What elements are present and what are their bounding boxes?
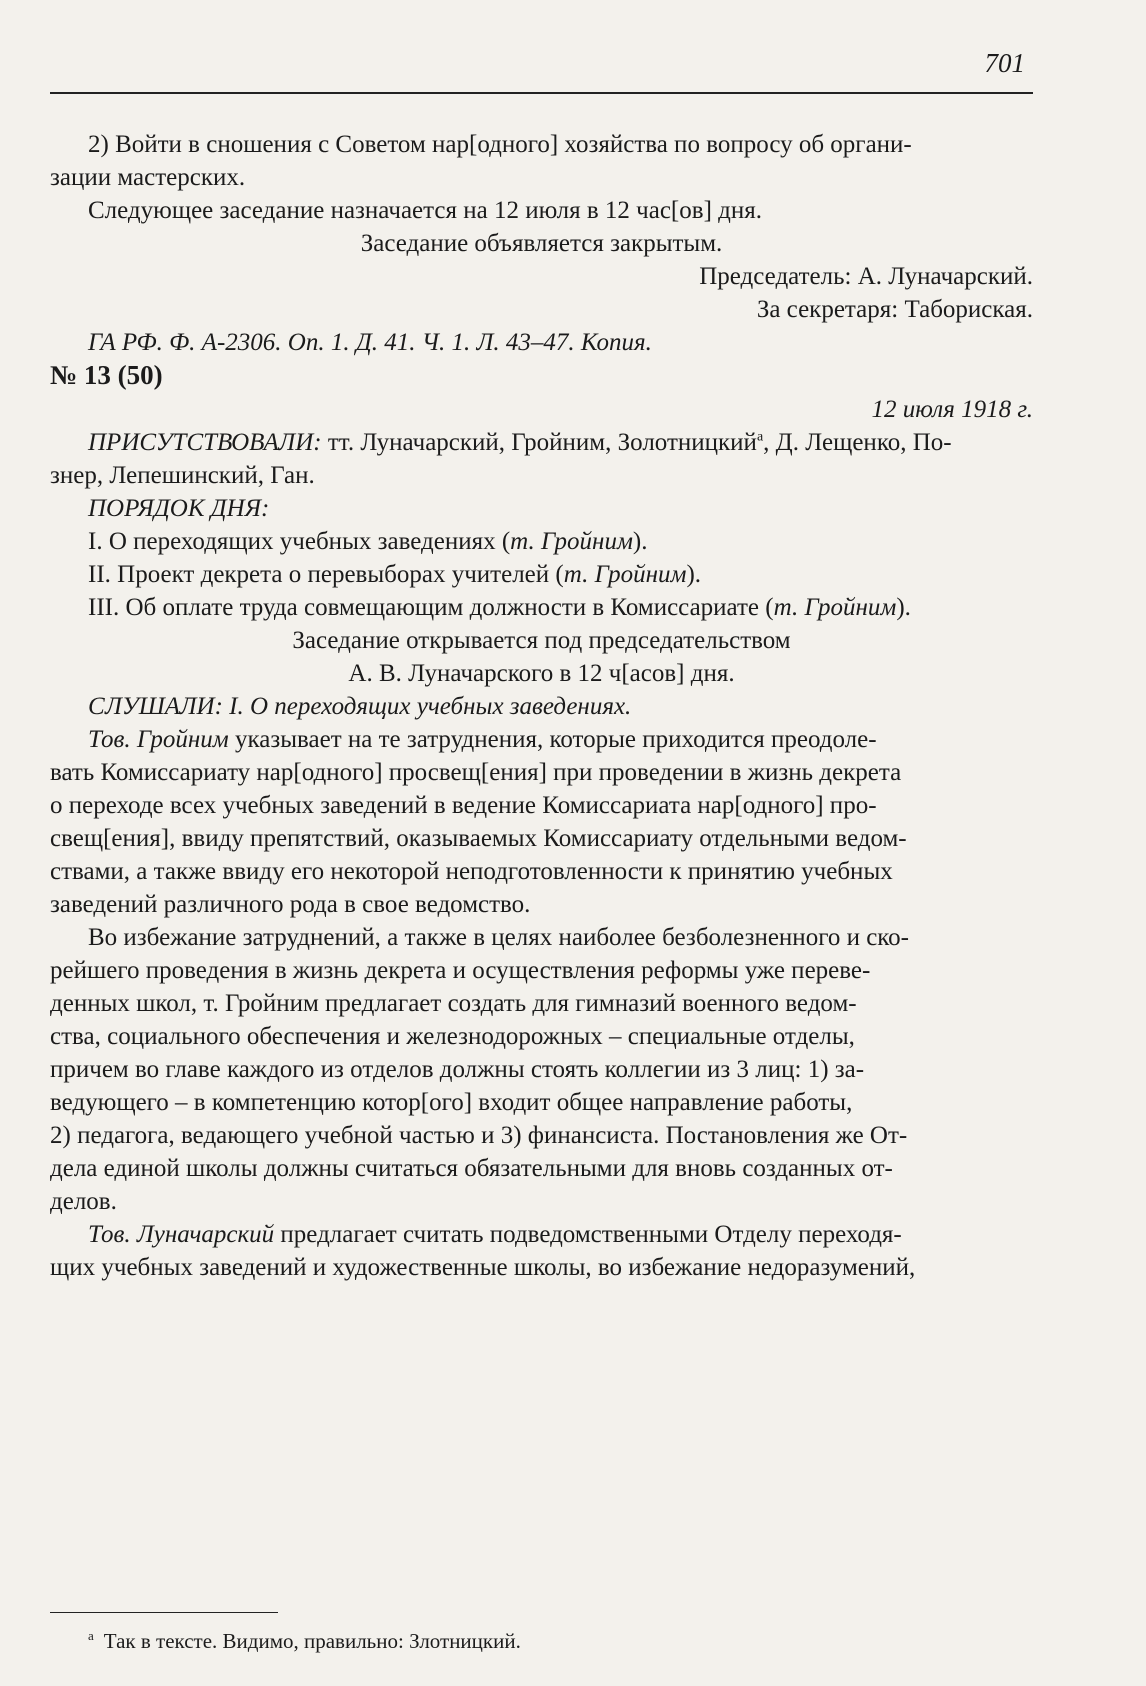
document-number-line [50,359,1033,393]
agenda-item-end: ). [896,594,911,621]
paragraph-3-line-2: щих учебных заведений и художественные школы, во избежание недоразумений, [50,1254,916,1281]
agenda-item-text: III. Об оплате труда совмещающим должности в Комиссариате ( [88,594,774,621]
footnote-mark: а [88,1628,94,1643]
speaker-lunacharsky: Тов. Луначарский [88,1221,275,1248]
document-number: № 13 (50) [50,360,163,390]
archive-reference: ГА РФ. Ф. А-2306. Оп. 1. Д. 41. Ч. 1. Л. 43–47. Копия. [88,329,652,356]
page-body [50,128,1033,1284]
paragraph-1-line-5: ствами, а также ввиду его некоторой неподготовленности к принятию учебных [50,858,893,885]
present-names-b: , Д. Лещенко, По- [763,429,952,456]
present-line-1 [50,426,1033,459]
agenda-item-speaker: т. Гройним [563,561,687,588]
item-2-line-2: зации мастерских. [50,164,246,191]
agenda-item-end: ). [632,528,648,555]
paragraph-1-line-4: свещ[ения], ввиду препятствий, оказываемых Комиссариату отдельными ведом- [50,825,907,852]
paragraph-1-line-3: о переходе всех учебных заведений в ведение Комиссариата нар[одного] про- [50,792,877,819]
footnote [88,1622,521,1655]
paragraph-1-line-1 [50,723,1033,756]
heard-heading: СЛУШАЛИ: I. О переходящих учебных заведениях. [88,693,632,720]
paragraph-2-line-1: Во избежание затруднений, а также в целях наиболее безболезненного и ско- [88,924,909,951]
chairman-signature: Председатель: А. Луначарский. [699,263,1033,290]
paragraph-2-line-6: ведующего – в компетенцию котор[ого] входит общее направление работы, [50,1089,853,1116]
footnote-divider [50,1612,278,1613]
paragraph-2-line-9: делов. [50,1188,117,1215]
agenda-item-speaker: т. Гройним [510,528,633,555]
agenda-title: ПОРЯДОК ДНЯ: [88,495,270,522]
agenda-item-3 [50,591,1033,624]
present-label: ПРИСУТСТВОВАЛИ: [88,429,322,456]
opening-line-1: Заседание открывается под председательством [292,627,791,654]
agenda-item-1 [50,525,1033,558]
page-number: 701 [984,48,1025,78]
document-date: 12 июля 1918 г. [871,396,1033,423]
footnote-reference: а [756,429,764,445]
paragraph-2-line-4: ства, социального обеспечения и железнодорожных – специальные отделы, [50,1023,855,1050]
paragraph-2-line-3: денных школ, т. Гройним предлагает создать для гимназий военного ведом- [50,990,857,1017]
agenda-item-speaker: т. Гройним [773,594,897,621]
agenda-item-2 [50,558,1033,591]
paragraph-1-line-2: вать Комиссариату нар[одного] просвещ[ения] при проведении в жизнь декрета [50,759,902,786]
paragraph-3-line-1 [50,1218,1033,1251]
next-meeting: Следующее заседание назначается на 12 июля в 12 час[ов] дня. [88,197,762,224]
paragraph-text: предлагает считать подведомственными Отделу переходя- [274,1221,902,1248]
secretary-signature: За секретаря: Табориская. [756,296,1033,323]
footnote-text: Так в тексте. Видимо, правильно: Злотницкий. [103,1629,521,1653]
agenda-item-text: I. О переходящих учебных заведениях ( [88,528,511,555]
agenda-item-end: ). [686,561,702,588]
paragraph-2-line-5: причем во главе каждого из отделов должны стоять коллегии из 3 лиц: 1) за- [50,1056,865,1083]
paragraph-2-line-7: 2) педагога, ведающего учебной частью и 3) финансиста. Постановления же От- [50,1122,908,1149]
present-line-2: знер, Лепешинский, Ган. [50,462,315,489]
agenda-item-text: II. Проект декрета о перевыборах учителей ( [88,561,564,588]
paragraph-text: указывает на те затруднения, которые приходится преодоле- [228,726,877,753]
speaker-groinim: Тов. Гройним [88,726,229,753]
paragraph-1-line-6: заведений различного рода в свое ведомство. [50,891,531,918]
paragraph-2-line-2: рейшего проведения в жизнь декрета и осуществления реформы уже переве- [50,957,871,984]
page-header [50,44,1033,94]
present-names-a: тт. Луначарский, Гройним, Золотницкий [321,429,757,456]
paragraph-2-line-8: дела единой школы должны считаться обязательными для вновь созданных от- [50,1155,893,1182]
opening-line-2: А. В. Луначарского в 12 ч[асов] дня. [348,660,735,687]
meeting-closed: Заседание объявляется закрытым. [360,230,723,257]
item-2-line-1: 2) Войти в сношения с Советом нар[одного] хозяйства по вопросу об органи- [88,131,912,158]
